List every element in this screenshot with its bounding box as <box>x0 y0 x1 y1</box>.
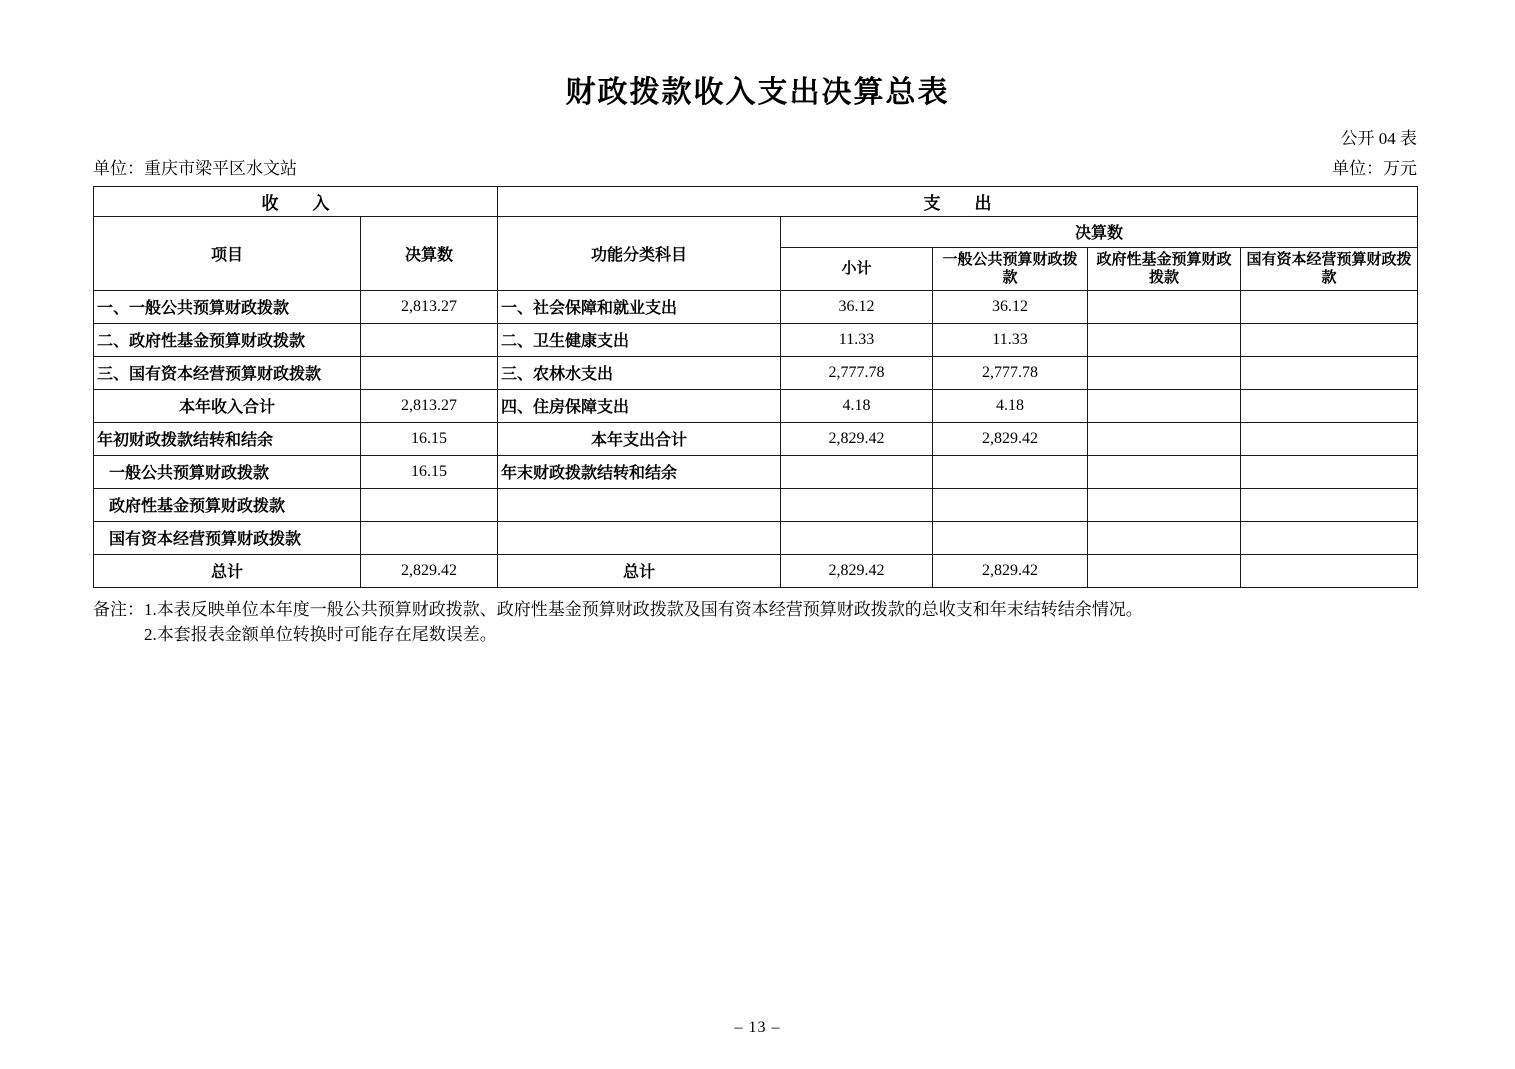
expense-state-capital <box>1241 521 1418 554</box>
income-item: 政府性基金预算财政拨款 <box>94 488 361 521</box>
expense-government-fund <box>1088 422 1241 455</box>
expense-general-budget: 11.33 <box>933 323 1088 356</box>
header-income-final-amount: 决算数 <box>361 216 498 290</box>
income-value: 16.15 <box>361 422 498 455</box>
notes-label: 备注： <box>93 599 144 619</box>
income-item: 总计 <box>94 554 361 587</box>
income-item: 一般公共预算财政拨款 <box>94 455 361 488</box>
expense-general-budget: 2,829.42 <box>933 422 1088 455</box>
expense-item: 一、社会保障和就业支出 <box>498 290 781 323</box>
notes <box>93 597 1417 648</box>
expense-government-fund <box>1088 323 1241 356</box>
expense-subtotal <box>781 455 933 488</box>
header-functional-category: 功能分类科目 <box>498 216 781 290</box>
expense-government-fund <box>1088 554 1241 587</box>
expense-subtotal: 2,829.42 <box>781 422 933 455</box>
income-value: 2,813.27 <box>361 290 498 323</box>
fiscal-summary-table <box>93 186 1418 588</box>
income-item: 年初财政拨款结转和结余 <box>94 422 361 455</box>
expense-item: 二、卫生健康支出 <box>498 323 781 356</box>
expense-item <box>498 521 781 554</box>
header-row-main <box>94 216 1418 247</box>
expense-state-capital <box>1241 290 1418 323</box>
table-row <box>94 323 1418 356</box>
note-line-1: 1.本表反映单位本年度一般公共预算财政拨款、政府性基金预算财政拨款及国有资本经营预算财政拨款的总收支和年末结转结余情况。 <box>144 599 1143 619</box>
expense-government-fund <box>1088 521 1241 554</box>
table-row <box>94 455 1418 488</box>
header-government-fund: 政府性基金预算财政拨款 <box>1088 247 1241 290</box>
table-row <box>94 356 1418 389</box>
table-row <box>94 488 1418 521</box>
income-item: 一、一般公共预算财政拨款 <box>94 290 361 323</box>
expense-item: 四、住房保障支出 <box>498 389 781 422</box>
expense-government-fund <box>1088 356 1241 389</box>
expense-item: 总计 <box>498 554 781 587</box>
expense-general-budget <box>933 455 1088 488</box>
income-value <box>361 323 498 356</box>
expense-general-budget <box>933 521 1088 554</box>
header-item: 项目 <box>94 216 361 290</box>
expense-subtotal: 2,829.42 <box>781 554 933 587</box>
unit-name: 单位：重庆市梁平区水文站 <box>93 158 297 178</box>
expense-item: 年末财政拨款结转和结余 <box>498 455 781 488</box>
expense-government-fund <box>1088 455 1241 488</box>
unit-currency: 单位：万元 <box>1332 158 1417 178</box>
expense-state-capital <box>1241 422 1418 455</box>
income-value <box>361 521 498 554</box>
income-item: 国有资本经营预算财政拨款 <box>94 521 361 554</box>
income-item: 二、政府性基金预算财政拨款 <box>94 323 361 356</box>
header-state-capital: 国有资本经营预算财政拨款 <box>1241 247 1418 290</box>
expense-subtotal: 36.12 <box>781 290 933 323</box>
income-value: 2,813.27 <box>361 389 498 422</box>
income-item: 三、国有资本经营预算财政拨款 <box>94 356 361 389</box>
expense-subtotal: 2,777.78 <box>781 356 933 389</box>
expense-state-capital <box>1241 389 1418 422</box>
header-general-public-budget: 一般公共预算财政拨款 <box>933 247 1088 290</box>
table-row <box>94 422 1418 455</box>
expense-subtotal: 11.33 <box>781 323 933 356</box>
expense-state-capital <box>1241 455 1418 488</box>
unit-row <box>93 154 1417 179</box>
expense-state-capital <box>1241 488 1418 521</box>
expense-general-budget: 4.18 <box>933 389 1088 422</box>
table-row <box>94 290 1418 323</box>
expense-state-capital <box>1241 356 1418 389</box>
income-value <box>361 488 498 521</box>
header-expense-final-amount: 决算数 <box>781 216 1418 247</box>
notes-body <box>144 597 1143 648</box>
note-line-2: 2.本套报表金额单位转换时可能存在尾数误差。 <box>144 625 497 644</box>
doc-code: 公开 04 表 <box>1340 128 1417 148</box>
expense-subtotal <box>781 488 933 521</box>
expense-state-capital <box>1241 554 1418 587</box>
expense-general-budget: 2,829.42 <box>933 554 1088 587</box>
expense-general-budget: 36.12 <box>933 290 1088 323</box>
expense-general-budget: 2,777.78 <box>933 356 1088 389</box>
table-row <box>94 389 1418 422</box>
page-title: 财政拨款收入支出决算总表 <box>565 76 950 109</box>
expense-general-budget <box>933 488 1088 521</box>
expense-government-fund <box>1088 290 1241 323</box>
expense-subtotal: 4.18 <box>781 389 933 422</box>
table-row <box>94 521 1418 554</box>
expense-government-fund <box>1088 389 1241 422</box>
expense-item <box>498 488 781 521</box>
header-row-sections <box>94 186 1418 216</box>
header-expense-section: 支 出 <box>498 186 1418 216</box>
income-value: 2,829.42 <box>361 554 498 587</box>
income-value <box>361 356 498 389</box>
expense-state-capital <box>1241 323 1418 356</box>
expense-subtotal <box>781 521 933 554</box>
table-row <box>94 554 1418 587</box>
expense-item: 三、农林水支出 <box>498 356 781 389</box>
header-income-section: 收 入 <box>94 186 498 216</box>
expense-government-fund <box>1088 488 1241 521</box>
expense-item: 本年支出合计 <box>498 422 781 455</box>
header-subtotal: 小计 <box>781 247 933 290</box>
income-item: 本年收入合计 <box>94 389 361 422</box>
income-value: 16.15 <box>361 455 498 488</box>
page-number: – 13 – <box>734 1019 781 1036</box>
